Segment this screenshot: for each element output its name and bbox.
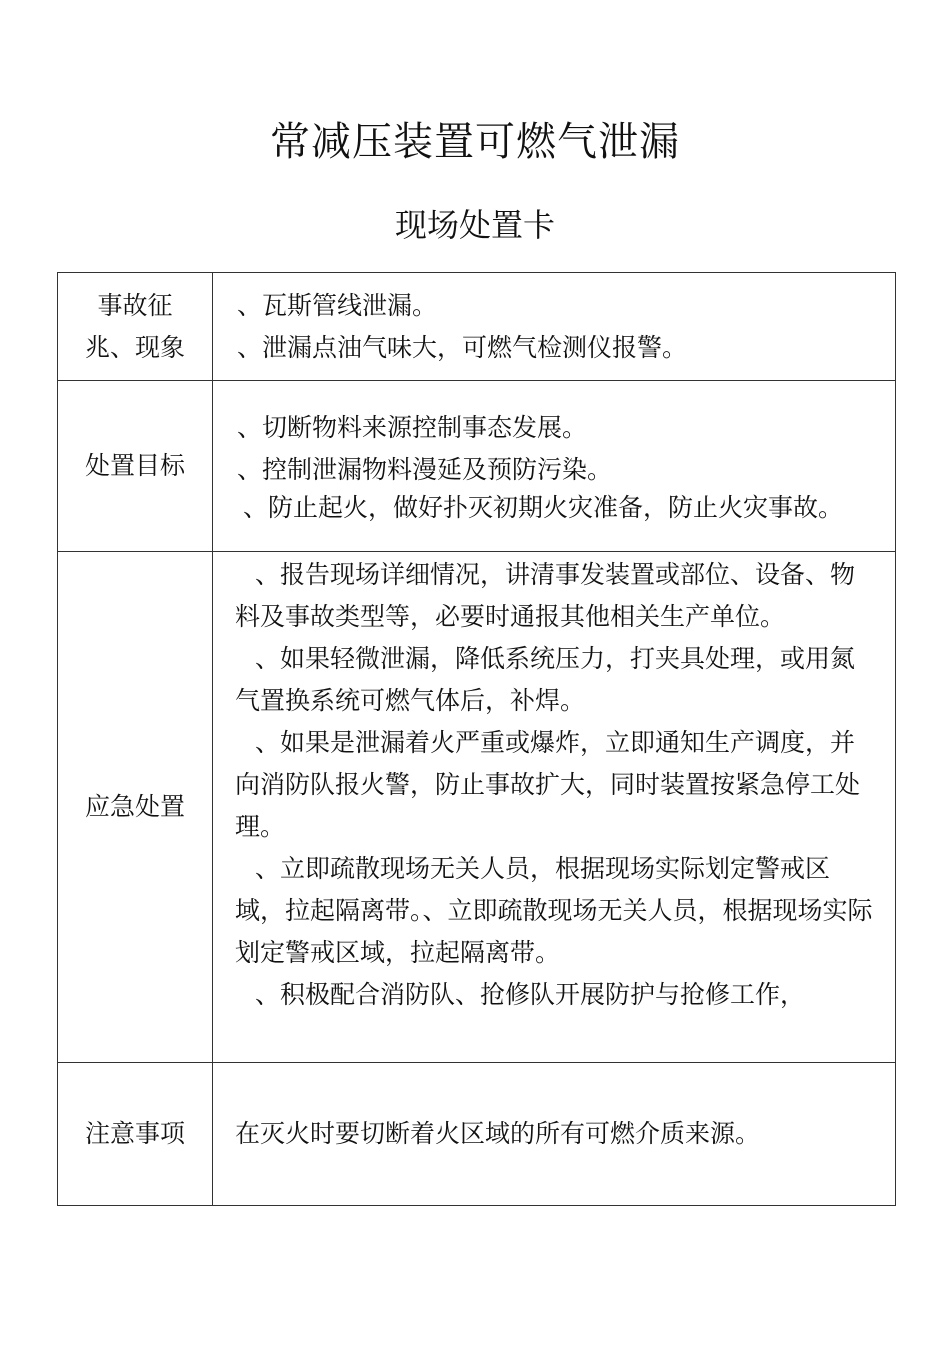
page-title: 常减压装置可燃气泄漏 xyxy=(270,119,680,165)
list-item: 、切断物料来源控制事态发展。 xyxy=(237,413,588,442)
table-row-goals xyxy=(58,381,896,552)
disposal-card-table xyxy=(57,272,896,1206)
table-row-emergency xyxy=(58,552,896,1063)
table-row-notes xyxy=(58,1063,896,1206)
list-item: 、立即疏散现场无关人员，根据现场实际划定警戒区域，拉起隔离带。、立即疏散现场无关人员，根据现场实际划定警戒区域，拉起隔离带。 xyxy=(235,854,873,967)
page-subtitle: 现场处置卡 xyxy=(394,206,555,244)
list-item: 、如果是泄漏着火严重或爆炸，立即通知生产调度，并向消防队报火警，防止事故扩大，同时装置按紧急停工处理。 xyxy=(235,728,861,841)
list-item: 、泄漏点油气味大，可燃气检测仪报警。 xyxy=(237,332,688,362)
table-row-symptoms xyxy=(58,273,896,381)
row-content-symptoms xyxy=(213,273,896,381)
row-content-goals xyxy=(213,381,896,552)
list-item: 在灭火时要切断着火区域的所有可燃介质来源。 xyxy=(235,1119,761,1148)
row-label-symptoms-text: 事故征兆、现象 xyxy=(84,290,185,362)
row-label-goals: 处置目标 xyxy=(58,381,213,552)
row-content-notes xyxy=(213,1063,896,1206)
row-label-symptoms xyxy=(58,273,213,381)
row-content-emergency xyxy=(213,552,896,1063)
list-item: 、瓦斯管线泄漏。 xyxy=(237,290,438,320)
row-label-emergency: 应急处置 xyxy=(58,552,213,1063)
list-item: 、如果轻微泄漏，降低系统压力，打夹具处理，或用氮气置换系统可燃气体后，补焊。 xyxy=(235,644,856,715)
list-item: 、防止起火，做好扑灭初期火灾准备，防止火灾事故。 xyxy=(243,493,844,522)
list-item: 、积极配合消防队、抢修队开展防护与抢修工作， xyxy=(255,980,806,1009)
list-item: 、控制泄漏物料漫延及预防污染。 xyxy=(237,455,613,484)
list-item: 、报告现场详细情况，讲清事发装置或部位、设备、物料及事故类型等，必要时通报其他相关生产单位。 xyxy=(235,560,856,631)
row-label-notes: 注意事项 xyxy=(58,1063,213,1206)
